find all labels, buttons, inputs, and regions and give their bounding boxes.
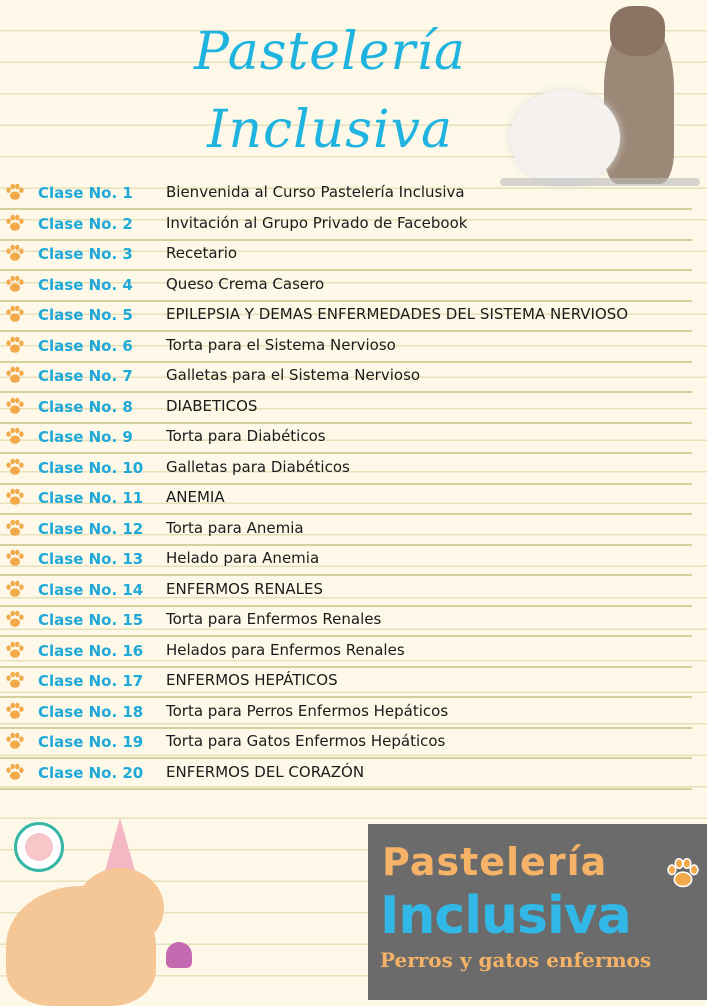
class-row xyxy=(0,178,700,208)
class-topic: Helado para Anemia xyxy=(166,549,320,567)
class-topic: ENFERMOS DEL CORAZÓN xyxy=(166,762,365,781)
page-title-line2: Inclusiva xyxy=(207,100,453,160)
class-row xyxy=(0,727,700,757)
class-row xyxy=(0,270,700,300)
paw-icon xyxy=(4,608,26,630)
class-topic: Queso Crema Casero xyxy=(166,274,325,293)
class-topic: Invitación al Grupo Privado de Facebook xyxy=(166,213,468,232)
class-row xyxy=(0,544,700,574)
class-number-label: Clase No. 17 xyxy=(38,672,144,690)
class-topic: Galletas para el Sistema Nervioso xyxy=(166,366,421,384)
class-number-label: Clase No. 4 xyxy=(38,275,133,294)
class-number-label: Clase No. 1 xyxy=(38,184,133,202)
class-number-label: Clase No. 11 xyxy=(38,489,144,507)
class-topic: Bienvenida al Curso Pastelería Inclusiva xyxy=(166,183,465,201)
class-topic: Torta para Gatos Enfermos Hepáticos xyxy=(166,732,446,750)
paw-icon xyxy=(4,639,26,661)
class-topic: EPILEPSIA Y DEMAS ENFERMEDADES DEL SISTEMA NERVIOSO xyxy=(166,305,629,323)
banner-subtitle: Perros y gatos enfermos xyxy=(380,948,652,972)
brown-cat-head-illustration xyxy=(610,6,665,56)
class-number-label: Clase No. 8 xyxy=(38,397,133,416)
class-topic: Torta para el Sistema Nervioso xyxy=(166,335,396,354)
dog-illustration xyxy=(6,868,196,1000)
paw-icon xyxy=(4,334,26,356)
class-number-label: Clase No. 15 xyxy=(38,611,144,629)
class-topic: Torta para Anemia xyxy=(166,518,304,537)
class-number-label: Clase No. 14 xyxy=(38,580,144,599)
paw-icon xyxy=(4,364,26,386)
class-number-label: Clase No. 3 xyxy=(38,245,133,263)
class-row xyxy=(0,575,700,605)
class-number-label: Clase No. 7 xyxy=(38,367,133,385)
class-number-label: Clase No. 5 xyxy=(38,306,133,324)
paw-icon xyxy=(664,854,702,892)
paw-icon xyxy=(4,212,26,234)
white-cat-illustration xyxy=(510,90,620,185)
party-hat-icon xyxy=(104,818,136,874)
class-topic: DIABETICOS xyxy=(166,396,258,415)
paw-icon xyxy=(4,517,26,539)
paw-icon xyxy=(4,761,26,783)
class-number-label: Clase No. 10 xyxy=(38,458,144,477)
paw-icon xyxy=(4,730,26,752)
class-row xyxy=(0,605,700,635)
row-divider xyxy=(0,788,692,790)
paw-icon xyxy=(4,395,26,417)
class-number-label: Clase No. 13 xyxy=(38,550,144,568)
paw-icon xyxy=(4,242,26,264)
class-topic: ANEMIA xyxy=(166,488,225,506)
class-number-label: Clase No. 12 xyxy=(38,519,144,538)
paw-icon xyxy=(4,669,26,691)
class-number-label: Clase No. 2 xyxy=(38,214,133,233)
class-row xyxy=(0,422,700,452)
class-row xyxy=(0,453,700,483)
class-row xyxy=(0,300,700,330)
class-number-label: Clase No. 6 xyxy=(38,336,133,355)
class-row xyxy=(0,392,700,422)
school-logo-badge xyxy=(14,822,64,872)
paw-icon xyxy=(4,700,26,722)
class-topic: Torta para Enfermos Renales xyxy=(166,610,382,628)
class-row xyxy=(0,758,700,788)
class-number-label: Clase No. 20 xyxy=(38,763,144,782)
page-title-line1: Pastelería xyxy=(194,22,466,82)
class-row xyxy=(0,209,700,239)
class-topic: Galletas para Diabéticos xyxy=(166,457,350,476)
class-row xyxy=(0,483,700,513)
paw-icon xyxy=(4,425,26,447)
class-number-label: Clase No. 9 xyxy=(38,428,133,446)
class-row xyxy=(0,331,700,361)
class-topic: Recetario xyxy=(166,244,238,262)
paw-icon xyxy=(4,181,26,203)
class-row xyxy=(0,697,700,727)
paw-icon xyxy=(4,273,26,295)
paw-icon xyxy=(4,486,26,508)
class-row xyxy=(0,361,700,391)
class-number-label: Clase No. 16 xyxy=(38,641,144,660)
paw-icon xyxy=(4,578,26,600)
class-topic: Torta para Perros Enfermos Hepáticos xyxy=(166,701,449,720)
banner-title-line1: Pastelería xyxy=(382,840,608,884)
paw-icon xyxy=(4,547,26,569)
class-topic: Torta para Diabéticos xyxy=(166,427,326,445)
promo-banner xyxy=(368,824,707,1000)
class-number-label: Clase No. 19 xyxy=(38,733,144,751)
paw-icon xyxy=(4,303,26,325)
paw-icon xyxy=(4,456,26,478)
class-row xyxy=(0,514,700,544)
banner-title-line2: Inclusiva xyxy=(380,886,631,946)
class-topic: Helados para Enfermos Renales xyxy=(166,640,405,659)
class-row xyxy=(0,666,700,696)
class-row xyxy=(0,636,700,666)
cupcake-icon xyxy=(166,942,192,968)
class-row xyxy=(0,239,700,269)
class-number-label: Clase No. 18 xyxy=(38,702,144,721)
class-topic: ENFERMOS HEPÁTICOS xyxy=(166,671,338,689)
class-topic: ENFERMOS RENALES xyxy=(166,579,324,598)
